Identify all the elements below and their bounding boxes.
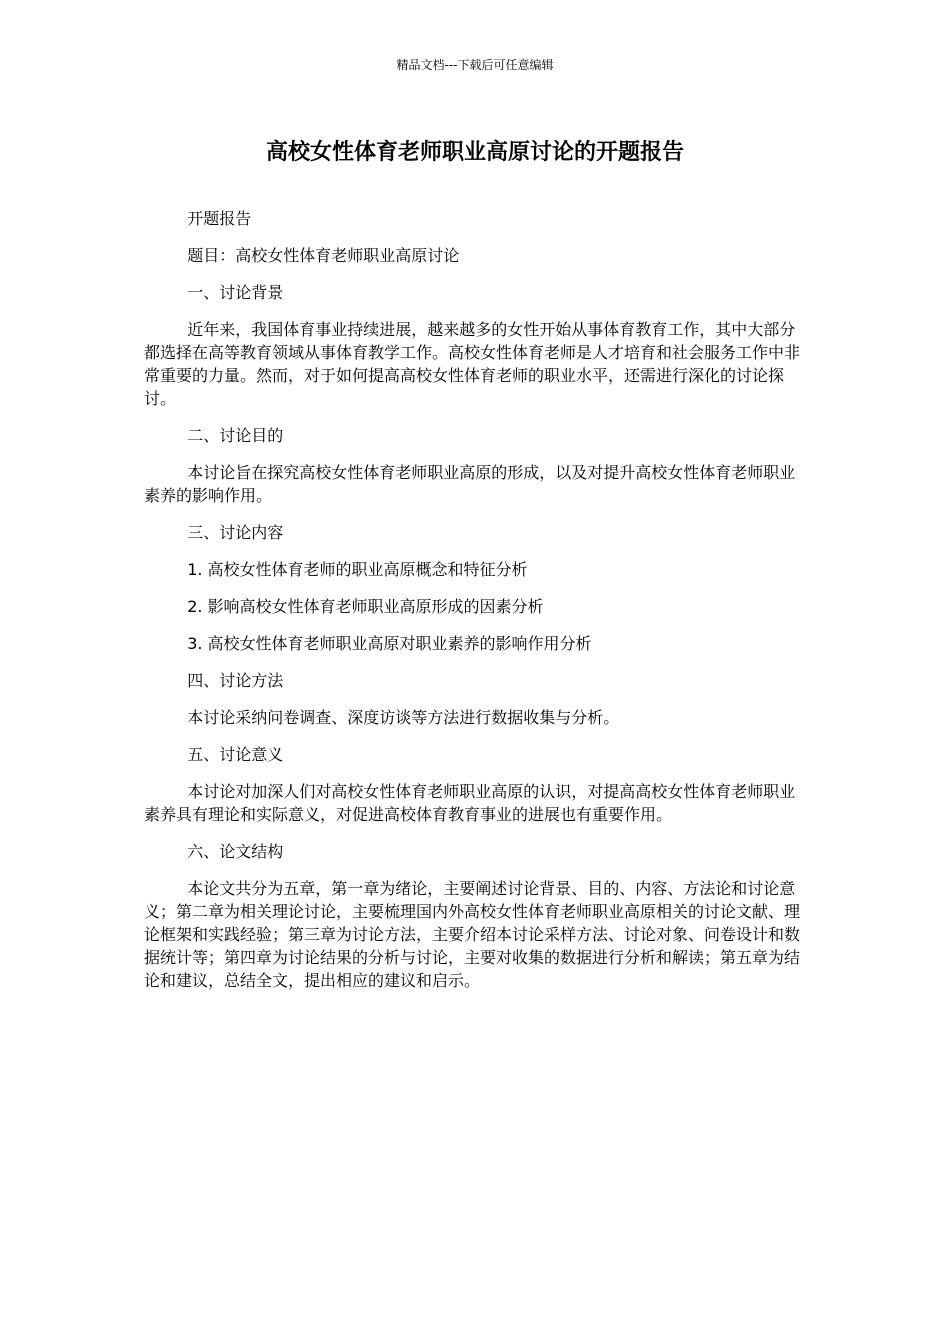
section-heading-background: 一、讨论背景 <box>187 283 284 302</box>
document-body <box>144 207 806 1006</box>
topic-line: 题目：高校女性体育老师职业高原讨论 <box>187 246 460 265</box>
list-item: 1. 高校女性体育老师的职业高原概念和特征分析 <box>187 560 528 579</box>
paragraph-purpose: 本讨论旨在探究高校女性体育老师职业高原的形成，以及对提升高校女性体育老师职业素养的影响作用。 <box>144 463 796 505</box>
list-item: 3. 高校女性体育老师职业高原对职业素养的影响作用分析 <box>187 634 592 653</box>
section-heading-structure: 六、论文结构 <box>187 842 284 861</box>
section-heading-significance: 五、讨论意义 <box>187 745 284 764</box>
paragraph-significance: 本讨论对加深人们对高校女性体育老师职业高原的认识，对提高高校女性体育老师职业素养具有理论和实际意义，对促进高校体育教育事业的进展也有重要作用。 <box>144 782 796 824</box>
paragraph-background: 近年来，我国体育事业持续进展，越来越多的女性开始从事体育教育工作，其中大部分都选择在高等教育领域从事体育教学工作。高校女性体育老师是人才培育和社会服务工作中非常重要的力量。然而，对于如何提高高校女性体育老师的职业水平，还需进行深化的讨论探讨。 <box>144 320 801 408</box>
document-title: 高校女性体育老师职业高原讨论的开题报告 <box>265 140 684 165</box>
paragraph-structure: 本论文共分为五章，第一章为绪论，主要阐述讨论背景、目的、内容、方法论和讨论意义；第二章为相关理论讨论，主要梳理国内外高校女性体育老师职业高原相关的讨论文献、理论框架和实践经验；第三章为讨论方法，主要介绍本讨论采样方法、讨论对象、问卷设计和数据统计等；第四章为讨论结果的分析与讨论，主要对收集的数据进行分析和解读；第五章为结论和建议，总结全文，提出相应的建议和启示。 <box>144 879 801 990</box>
list-item: 2. 影响高校女性体育老师职业高原形成的因素分析 <box>187 597 544 616</box>
header-note: 精品文档---下载后可任意编辑 <box>396 58 554 72</box>
section-heading-purpose: 二、讨论目的 <box>187 426 284 445</box>
section-heading-method: 四、讨论方法 <box>187 671 284 690</box>
section-label-report: 开题报告 <box>187 209 252 228</box>
paragraph-method: 本讨论采纳问卷调查、深度访谈等方法进行数据收集与分析。 <box>187 708 620 727</box>
section-heading-content: 三、讨论内容 <box>187 523 284 542</box>
